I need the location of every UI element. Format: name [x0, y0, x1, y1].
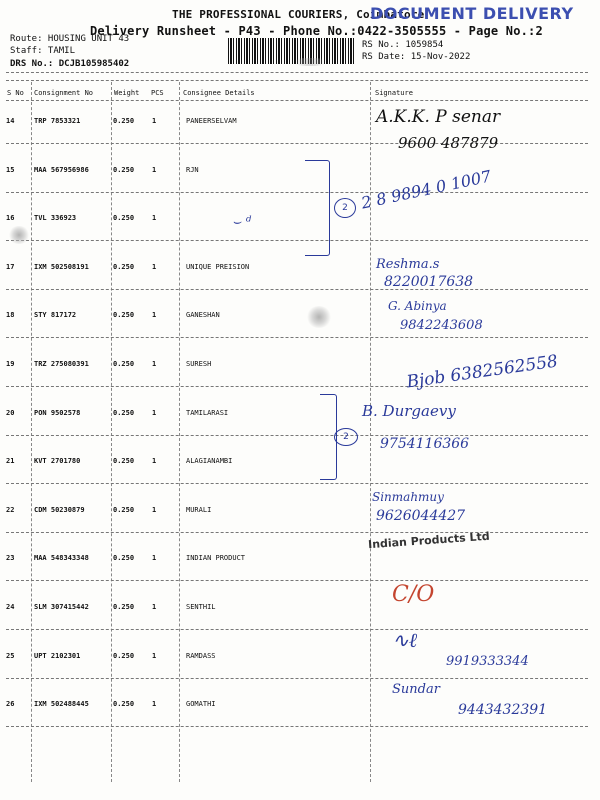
- handwritten-name: Reshma.s: [376, 257, 440, 272]
- row-consignee: UNIQUE PREISION: [186, 263, 250, 271]
- row-serial-number: 23: [6, 554, 15, 562]
- divider: [6, 72, 588, 73]
- staff-label: Staff: TAMIL: [10, 46, 76, 56]
- row-weight: 0.250: [113, 457, 135, 465]
- row-divider: [6, 629, 588, 630]
- row-divider: [6, 289, 588, 290]
- row-serial-number: 17: [6, 263, 15, 271]
- row-serial-number: 24: [6, 603, 15, 611]
- handwritten-phone: 9443432391: [458, 702, 548, 718]
- route-label: Route: HOUSING UNIT 43: [10, 34, 130, 44]
- row-pcs: 1: [152, 166, 157, 174]
- row-pcs: 1: [152, 214, 157, 222]
- column-divider: [31, 82, 32, 782]
- row-pcs: 1: [152, 700, 157, 708]
- row-weight: 0.250: [113, 554, 135, 562]
- handwritten-signature: ∿ℓ: [392, 628, 418, 652]
- row-weight: 0.250: [113, 506, 135, 514]
- row-divider: [6, 483, 588, 484]
- row-consignee: RAMDASS: [186, 652, 216, 660]
- document-delivery-stamp: DOCUMENT DELIVERY: [370, 4, 574, 23]
- row-serial-number: 18: [6, 311, 15, 319]
- row-consignee: GOMATHI: [186, 700, 216, 708]
- row-pcs: 1: [152, 409, 157, 417]
- handwritten-phone: 9919333344: [446, 654, 529, 669]
- row-consignment-number: MAA 567956986: [34, 166, 89, 174]
- row-consignee: PANEERSELVAM: [186, 117, 237, 125]
- row-weight: 0.250: [113, 603, 135, 611]
- column-divider: [370, 82, 371, 782]
- row-serial-number: 22: [6, 506, 15, 514]
- bracket-mark: [305, 160, 330, 256]
- row-consignment-number: IXM 502508191: [34, 263, 89, 271]
- row-consignment-number: CDM 50230879: [34, 506, 85, 514]
- row-consignee: MURALI: [186, 506, 212, 514]
- rs-number: RS No.: 1059854: [362, 40, 444, 50]
- row-consignment-number: SLM 307415442: [34, 603, 89, 611]
- row-consignee: TAMILARASI: [186, 409, 229, 417]
- circled-count: 2: [334, 198, 356, 218]
- company-stamp: Indian Products Ltd: [367, 529, 491, 552]
- handwritten-signature: Bjob 6382562558: [405, 351, 560, 393]
- row-serial-number: 21: [6, 457, 15, 465]
- row-consignment-number: UPT 2102301: [34, 652, 81, 660]
- ink-smudge: [8, 226, 30, 244]
- col-header-sno: S No: [7, 89, 24, 97]
- company-title: THE PROFESSIONAL COURIERS, Coimbatore: [172, 8, 425, 21]
- row-weight: 0.250: [113, 166, 135, 174]
- row-serial-number: 19: [6, 360, 15, 368]
- row-divider: [6, 678, 588, 679]
- row-pcs: 1: [152, 652, 157, 660]
- row-pcs: 1: [152, 117, 157, 125]
- row-pcs: 1: [152, 457, 157, 465]
- row-divider: [6, 143, 588, 144]
- row-serial-number: 14: [6, 117, 15, 125]
- row-divider: [6, 386, 588, 387]
- row-consignee: SENTHIL: [186, 603, 216, 611]
- row-divider: [6, 532, 588, 533]
- handwritten-signature: Sundar: [392, 682, 440, 697]
- row-divider: [6, 192, 588, 193]
- row-serial-number: 26: [6, 700, 15, 708]
- row-pcs: 1: [152, 360, 157, 368]
- row-divider: [6, 240, 588, 241]
- handwritten-phone: 8220017638: [384, 274, 474, 290]
- col-header-pcs: PCS: [151, 89, 164, 97]
- handwritten-signature: Sinmahmuy: [372, 490, 444, 504]
- divider: [6, 80, 588, 81]
- row-weight: 0.250: [113, 117, 135, 125]
- row-divider: [6, 580, 588, 581]
- row-consignee: RJN: [186, 166, 199, 174]
- col-header-weight: Weight: [114, 89, 140, 97]
- handwritten-name: G. Abinya: [388, 299, 447, 313]
- row-consignment-number: STY 817172: [34, 311, 77, 319]
- column-divider: [111, 82, 112, 782]
- handwritten-signature: A.K.K. P senar: [376, 107, 501, 127]
- row-consignment-number: TVL 336923: [34, 214, 77, 222]
- row-consignment-number: MAA 548343348: [34, 554, 89, 562]
- handwritten-phone: 9842243608: [400, 318, 483, 333]
- runsheet-subtitle: Delivery Runsheet - P43 - Phone No.:0422-3505555 - Page No.:2: [90, 24, 543, 38]
- row-consignee: INDIAN PRODUCT: [186, 554, 246, 562]
- divider: [6, 100, 588, 101]
- col-header-signature: Signature: [375, 89, 413, 97]
- ink-smudge: [306, 306, 332, 328]
- row-consignment-number: IXM 502488445: [34, 700, 89, 708]
- row-pcs: 1: [152, 311, 157, 319]
- handwritten-phone: 9626044427: [376, 508, 466, 524]
- row-divider: [6, 726, 588, 727]
- row-consignment-number: TRP 7853321: [34, 117, 81, 125]
- row-weight: 0.250: [113, 311, 135, 319]
- col-header-consignment: Consignment No: [34, 89, 94, 97]
- row-consignee: SURESH: [186, 360, 212, 368]
- row-weight: 0.250: [113, 409, 135, 417]
- col-header-consignee: Consignee Details: [183, 89, 255, 97]
- row-serial-number: 20: [6, 409, 15, 417]
- drs-number: DRS No.: DCJB105985402: [10, 59, 130, 69]
- handwritten-phone: 9600 487879: [398, 134, 499, 152]
- rs-date: RS Date: 15-Nov-2022: [362, 52, 471, 62]
- row-consignment-number: PON 9502578: [34, 409, 81, 417]
- row-weight: 0.250: [113, 214, 135, 222]
- handwritten-phone: 9754116366: [380, 436, 470, 452]
- circled-count: 2: [334, 428, 358, 446]
- row-serial-number: 15: [6, 166, 15, 174]
- row-weight: 0.250: [113, 652, 135, 660]
- handwritten-signature: 2 8 9894 0 1007: [359, 166, 493, 213]
- row-pcs: 1: [152, 263, 157, 271]
- row-divider: [6, 337, 588, 338]
- row-serial-number: 25: [6, 652, 15, 660]
- row-consignment-number: TRZ 275080391: [34, 360, 89, 368]
- row-consignee: GANESHAN: [186, 311, 220, 319]
- column-divider: [179, 82, 180, 782]
- row-consignee: ALAGIANAMBI: [186, 457, 233, 465]
- handwritten-signature: C/O: [392, 582, 435, 607]
- row-pcs: 1: [152, 506, 157, 514]
- row-serial-number: 16: [6, 214, 15, 222]
- row-pcs: 1: [152, 603, 157, 611]
- row-weight: 0.250: [113, 263, 135, 271]
- row-pcs: 1: [152, 554, 157, 562]
- row-weight: 0.250: [113, 360, 135, 368]
- row-weight: 0.250: [113, 700, 135, 708]
- ink-smudge: [290, 58, 330, 66]
- row-consignment-number: KVT 2701780: [34, 457, 81, 465]
- row-divider: [6, 435, 588, 436]
- handwritten-name: B. Durgaevy: [362, 402, 456, 420]
- handwritten-mark: ⌣ ᵈ: [232, 214, 252, 230]
